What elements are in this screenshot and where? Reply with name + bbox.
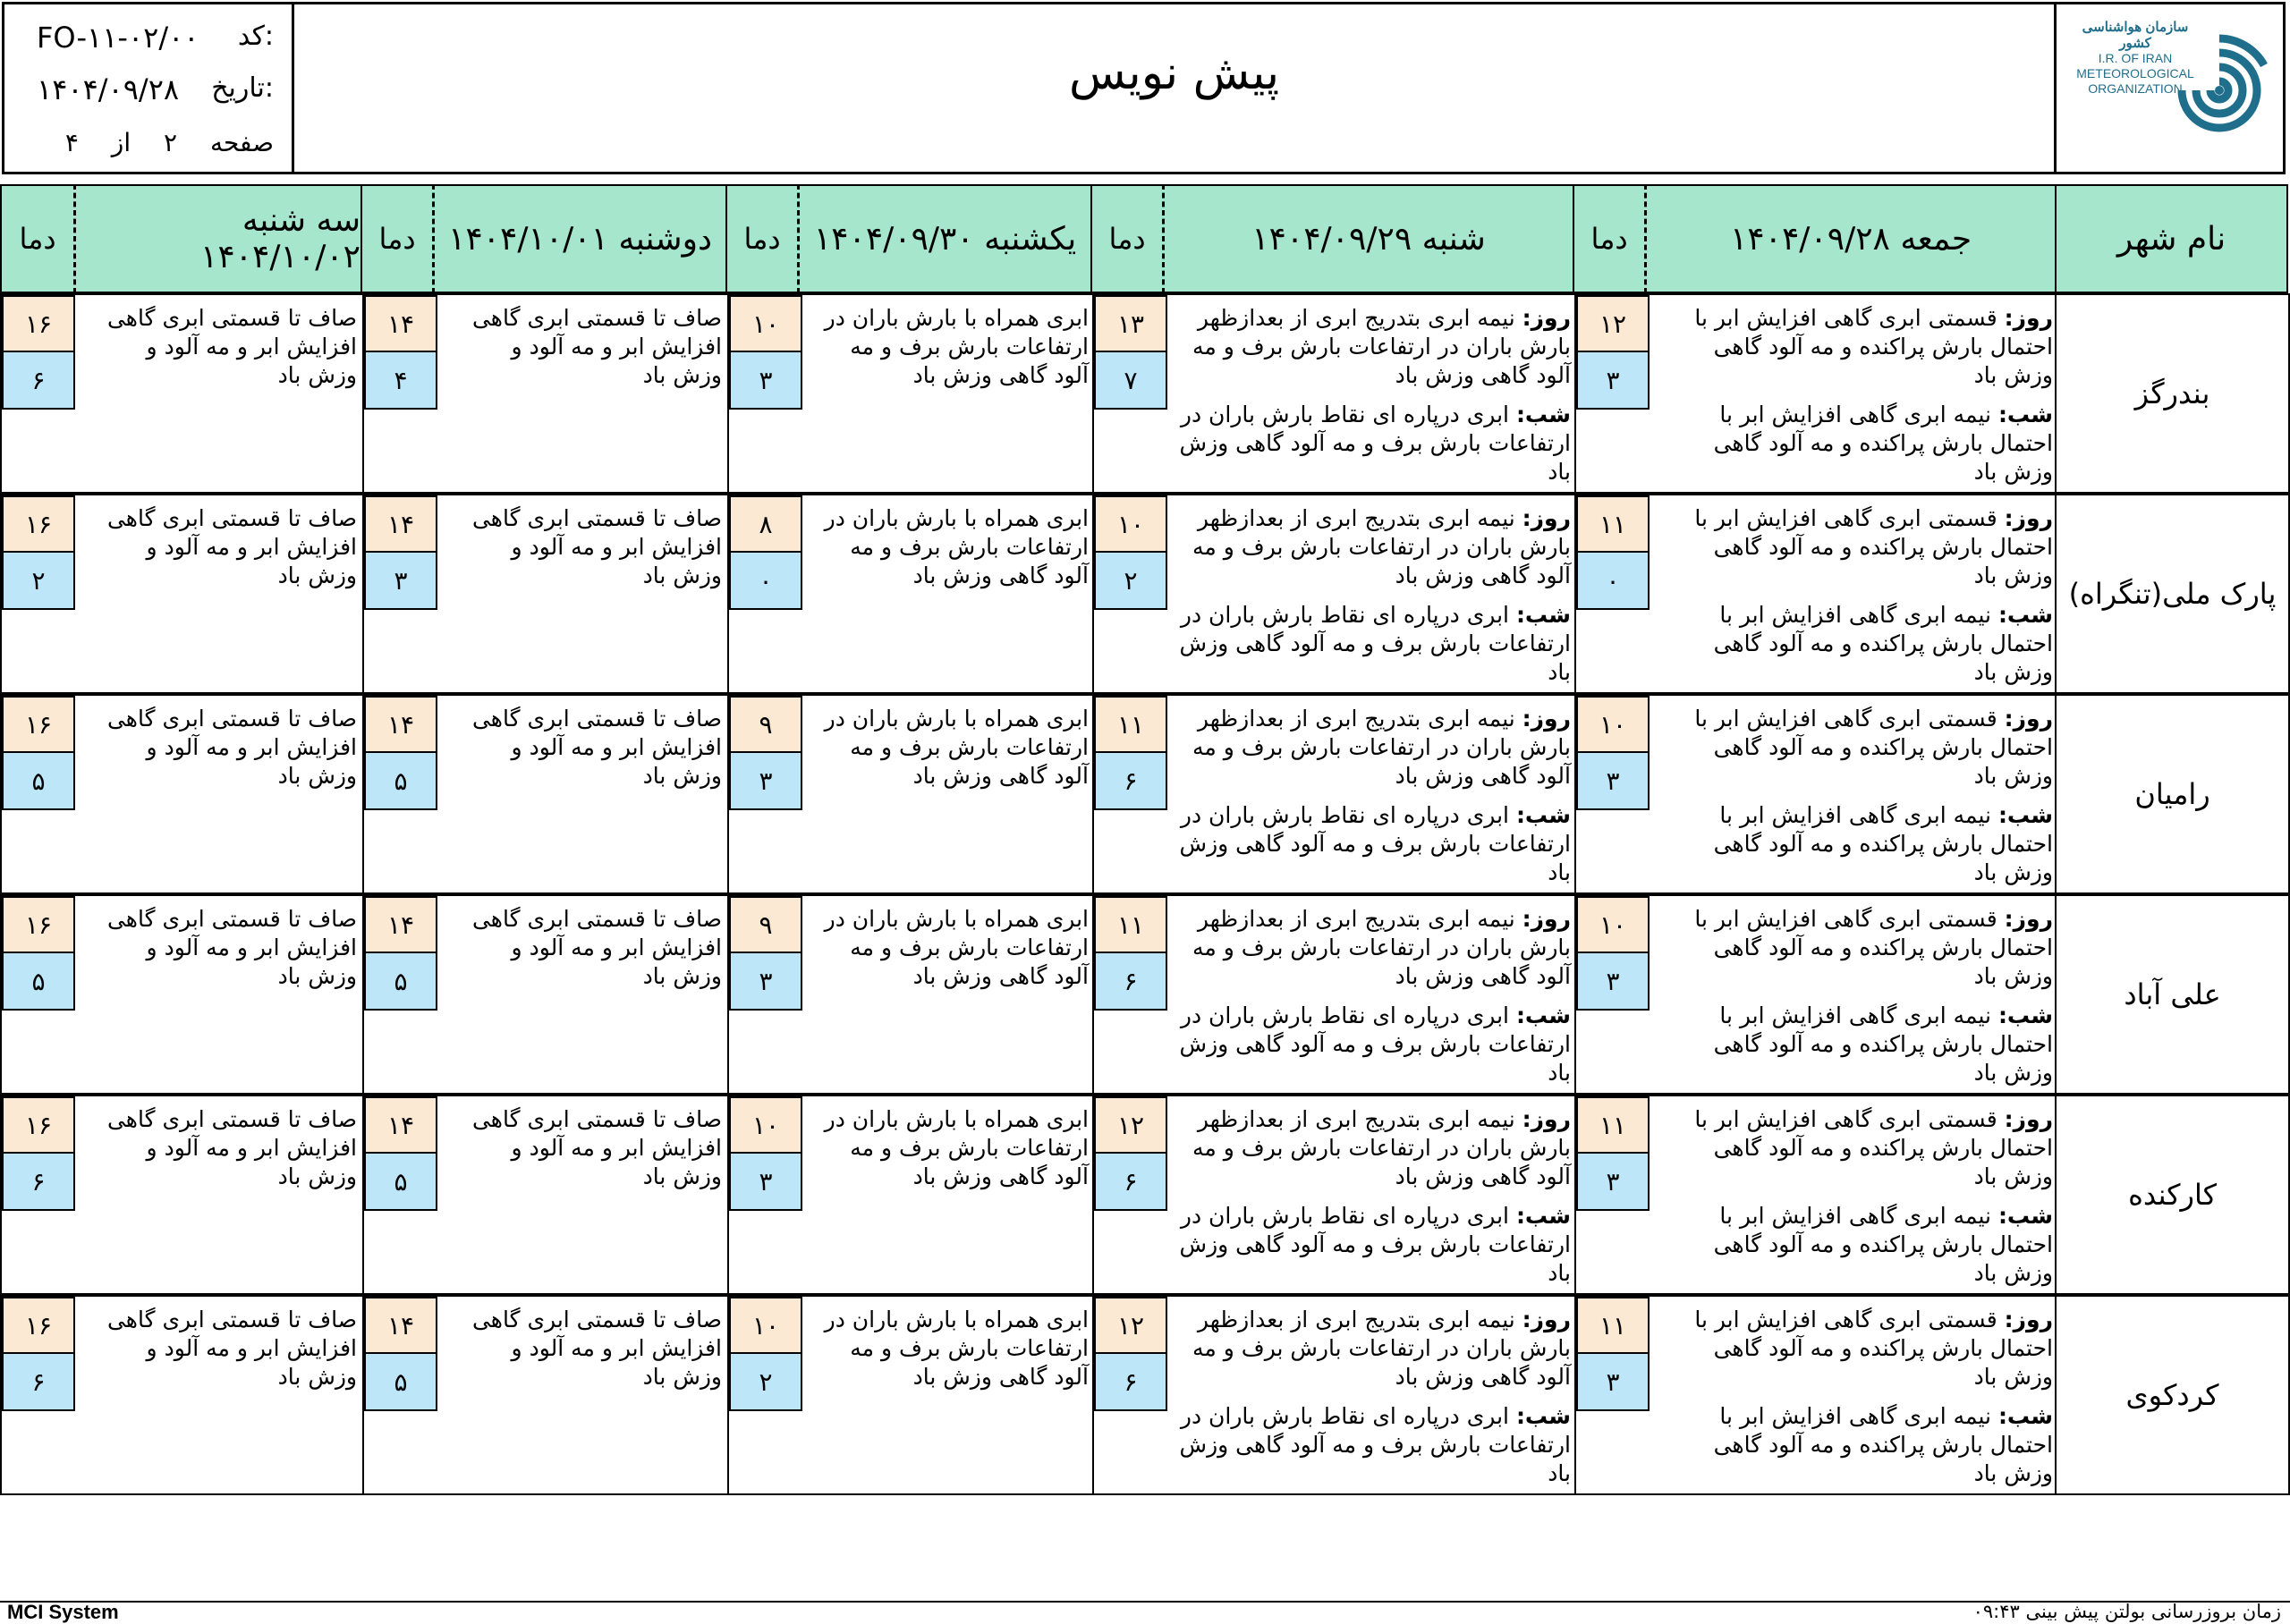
- day-2-forecast: [1172, 1306, 1571, 1488]
- max-temp: ۱۰: [1096, 497, 1166, 553]
- max-temp: ۱۶: [4, 497, 73, 553]
- table-row: [0, 1295, 2290, 1495]
- page-total: ۴: [64, 128, 79, 157]
- day-forecast: [1172, 1306, 1571, 1391]
- min-temp: ۳: [1578, 953, 1648, 1009]
- min-temp: ۳: [1578, 352, 1648, 408]
- min-temp: ۶: [4, 1354, 73, 1409]
- day-3-cell: [727, 295, 1094, 492]
- temp-box: [729, 1297, 802, 1411]
- night-forecast: [1172, 1402, 1571, 1488]
- temp-box: [729, 696, 802, 810]
- day-5-forecast: صاف تا قسمتی ابری گاهی افزایش ابر و مه آلود و وزش باد: [106, 505, 357, 588]
- temp-box: [1576, 295, 1650, 410]
- page-number: ۲: [164, 128, 178, 157]
- night-label: شب:: [1515, 802, 1571, 828]
- day-1-forecast: [1659, 905, 2053, 1087]
- day-1-forecast: [1659, 705, 2053, 887]
- day-2-forecast: [1172, 1105, 1571, 1288]
- min-temp: ۵: [4, 953, 73, 1009]
- day-5-header: سه شنبه ۱۴۰۴/۱۰/۰۲: [74, 184, 362, 293]
- min-temp: ۰: [1578, 553, 1648, 608]
- max-temp: ۱۱: [1096, 698, 1166, 753]
- night-forecast-text: نیمه ابری گاهی افزایش ابر با احتمال بارش پراکنده و مه آلود گاهی وزش باد: [1713, 1002, 2053, 1086]
- max-temp: ۱۶: [4, 698, 73, 753]
- temp-box: [729, 1096, 802, 1211]
- city-name: رامیان: [2055, 696, 2288, 892]
- temp-box: [364, 696, 437, 810]
- max-temp: ۱۲: [1096, 1298, 1166, 1354]
- system-name: MCI System: [7, 1601, 119, 1623]
- night-forecast-text: نیمه ابری گاهی افزایش ابر با احتمال بارش پراکنده و مه آلود گاهی وزش باد: [1713, 402, 2053, 485]
- day-3-header: یکشنبه ۱۴۰۴/۰۹/۳۰: [798, 184, 1092, 293]
- max-temp: ۱۴: [366, 497, 436, 553]
- day-forecast-text: نیمه ابری بتدریج ابری از بعدازظهر بارش باران در ارتفاعات بارش برف و مه آلود گاهی وزش باد: [1192, 1307, 1571, 1390]
- max-temp: ۱۰: [731, 1098, 801, 1154]
- max-temp: ۱۴: [366, 698, 436, 753]
- temp-box: [1576, 1096, 1650, 1211]
- day-2-cell: [1092, 1297, 1576, 1493]
- min-temp: ۲: [731, 1354, 801, 1409]
- min-temp: ۳: [731, 352, 801, 408]
- day-forecast: [1659, 705, 2053, 791]
- date-row: [4, 72, 292, 112]
- day-5-forecast: صاف تا قسمتی ابری گاهی افزایش ابر و مه آلود و وزش باد: [106, 1307, 357, 1390]
- min-temp: ۶: [1096, 953, 1166, 1009]
- night-forecast: [1172, 1202, 1571, 1288]
- min-temp: ۲: [4, 553, 73, 608]
- day-1-forecast: [1659, 504, 2053, 687]
- day-5-forecast: صاف تا قسمتی ابری گاهی افزایش ابر و مه آلود و وزش باد: [106, 1106, 357, 1189]
- night-label: شب:: [1515, 402, 1571, 427]
- spiral-logo-icon: [2166, 19, 2273, 162]
- city-name: بندرگز: [2055, 295, 2288, 492]
- min-temp: ۰: [731, 553, 801, 608]
- temp-box: [1094, 696, 1167, 810]
- day-forecast-text: قسمتی ابری گاهی افزایش ابر با احتمال بارش پراکنده و مه آلود گاهی وزش باد: [1694, 505, 2053, 588]
- day-2-cell: [1092, 495, 1576, 692]
- day-label: روز:: [2004, 1307, 2053, 1332]
- day-3-cell: [727, 696, 1094, 892]
- max-temp: ۱۱: [1578, 1098, 1648, 1154]
- day-forecast: [1659, 304, 2053, 390]
- min-temp: ۳: [731, 953, 801, 1009]
- night-label: شب:: [1997, 802, 2053, 828]
- night-forecast-text: ابری درپاره ای نقاط بارش باران در ارتفاعات بارش برف و مه آلود گاهی وزش باد: [1179, 602, 1571, 685]
- day-1-header: جمعه ۱۴۰۴/۰۹/۲۸: [1645, 184, 2057, 293]
- temp-header-4: دما: [360, 184, 434, 293]
- max-temp: ۱۲: [1578, 297, 1648, 352]
- day-4-cell: [362, 896, 729, 1093]
- day-label: روز:: [2004, 1106, 2053, 1132]
- day-4-forecast: صاف تا قسمتی ابری گاهی افزایش ابر و مه آلود و وزش باد: [471, 1106, 722, 1189]
- day-4-forecast: صاف تا قسمتی ابری گاهی افزایش ابر و مه آلود و وزش باد: [471, 906, 722, 989]
- min-temp: ۲: [1096, 553, 1166, 608]
- day-forecast: [1172, 304, 1571, 390]
- temp-box: [729, 495, 802, 610]
- day-4-cell: [362, 1297, 729, 1493]
- day-label: روز:: [1522, 505, 1571, 531]
- night-label: شب:: [1997, 402, 2053, 427]
- logo-text-en-3: ORGANIZATION: [2088, 81, 2183, 96]
- page-label: صفحه: [209, 128, 274, 157]
- max-temp: ۱۱: [1578, 497, 1648, 553]
- max-temp: ۱۳: [1096, 297, 1166, 352]
- day-forecast-text: نیمه ابری بتدریج ابری از بعدازظهر بارش باران در ارتفاعات بارش برف و مه آلود گاهی وزش باد: [1192, 706, 1571, 789]
- temp-box: [729, 896, 802, 1011]
- table-row: [0, 1095, 2290, 1295]
- day-4-header: دوشنبه ۱۴۰۴/۱۰/۰۱: [433, 184, 727, 293]
- day-3-forecast: ابری همراه با بارش باران در ارتفاعات بارش برف و مه آلود گاهی وزش باد: [824, 305, 1089, 388]
- logo-text-fa: سازمان هواشناسی کشور: [2082, 20, 2189, 51]
- min-temp: ۵: [366, 753, 436, 808]
- max-temp: ۱۴: [366, 1098, 436, 1154]
- day-forecast-text: قسمتی ابری گاهی افزایش ابر با احتمال بارش پراکنده و مه آلود گاهی وزش باد: [1694, 906, 2053, 989]
- day-3-forecast: ابری همراه با بارش باران در ارتفاعات بارش برف و مه آلود گاهی وزش باد: [824, 505, 1089, 588]
- min-temp: ۳: [731, 1154, 801, 1209]
- max-temp: ۸: [731, 497, 801, 553]
- table-row: [0, 894, 2290, 1095]
- max-temp: ۱۴: [366, 1298, 436, 1354]
- day-5-cell: [2, 896, 364, 1093]
- max-temp: ۱۰: [1578, 698, 1648, 753]
- organization-logo: [2054, 4, 2283, 172]
- temp-box: [2, 1297, 75, 1411]
- min-temp: ۶: [4, 352, 73, 408]
- city-column-header: نام شهر: [2055, 184, 2288, 293]
- night-forecast: [1172, 401, 1571, 486]
- night-forecast: [1659, 1402, 2053, 1488]
- min-temp: ۵: [4, 753, 73, 808]
- day-1-cell: [1574, 1096, 2058, 1293]
- day-label: روز:: [1522, 706, 1571, 732]
- day-3-cell: [727, 1096, 1094, 1293]
- night-label: شب:: [1997, 1203, 2053, 1229]
- day-5-forecast: صاف تا قسمتی ابری گاهی افزایش ابر و مه آلود و وزش باد: [106, 906, 357, 989]
- day-5-forecast: صاف تا قسمتی ابری گاهی افزایش ابر و مه آلود و وزش باد: [106, 305, 357, 388]
- day-3-cell: [727, 896, 1094, 1093]
- code-row: [4, 21, 292, 60]
- document-header: [2, 2, 2286, 174]
- day-forecast: [1659, 1306, 2053, 1391]
- day-3-forecast: ابری همراه با بارش باران در ارتفاعات بارش برف و مه آلود گاهی وزش باد: [824, 1307, 1089, 1390]
- date-value: ۱۴۰۴/۰۹/۲۸: [37, 72, 180, 106]
- temp-box: [364, 1297, 437, 1411]
- temp-box: [1576, 696, 1650, 810]
- day-3-forecast: ابری همراه با بارش باران در ارتفاعات بارش برف و مه آلود گاهی وزش باد: [824, 906, 1089, 989]
- night-forecast: [1172, 801, 1571, 887]
- min-temp: ۶: [4, 1154, 73, 1209]
- temp-box: [1094, 896, 1167, 1011]
- day-forecast-text: نیمه ابری بتدریج ابری از بعدازظهر بارش باران در ارتفاعات بارش برف و مه آلود گاهی وزش باد: [1192, 505, 1571, 588]
- day-forecast: [1172, 905, 1571, 991]
- update-info: [1973, 1601, 2281, 1622]
- day-label: روز:: [1522, 1307, 1571, 1332]
- min-temp: ۶: [1096, 753, 1166, 808]
- code-label: کد:: [237, 21, 274, 52]
- min-temp: ۵: [366, 1154, 436, 1209]
- day-2-forecast: [1172, 504, 1571, 687]
- day-1-forecast: [1659, 1105, 2053, 1288]
- night-label: شب:: [1515, 1002, 1571, 1028]
- temp-header-2: دما: [1090, 184, 1164, 293]
- day-2-forecast: [1172, 705, 1571, 887]
- day-5-forecast: صاف تا قسمتی ابری گاهی افزایش ابر و مه آلود و وزش باد: [106, 706, 357, 789]
- temp-box: [364, 295, 437, 410]
- day-label: روز:: [1522, 1106, 1571, 1132]
- night-forecast-text: ابری درپاره ای نقاط بارش باران در ارتفاعات بارش برف و مه آلود گاهی وزش باد: [1179, 1403, 1571, 1486]
- min-temp: ۵: [366, 953, 436, 1009]
- city-name: کارکنده: [2055, 1096, 2288, 1293]
- day-5-cell: [2, 495, 364, 692]
- max-temp: ۹: [731, 898, 801, 953]
- min-temp: ۴: [366, 352, 436, 408]
- max-temp: ۱۴: [366, 898, 436, 953]
- night-forecast-text: نیمه ابری گاهی افزایش ابر با احتمال بارش پراکنده و مه آلود گاهی وزش باد: [1713, 1403, 2053, 1486]
- day-1-forecast: [1659, 1306, 2053, 1488]
- temp-box: [364, 896, 437, 1011]
- day-1-cell: [1574, 1297, 2058, 1493]
- day-forecast: [1172, 504, 1571, 590]
- night-label: شب:: [1997, 1002, 2053, 1028]
- day-3-forecast: ابری همراه با بارش باران در ارتفاعات بارش برف و مه آلود گاهی وزش باد: [824, 706, 1089, 789]
- night-forecast: [1172, 1002, 1571, 1087]
- page-of: از: [111, 128, 131, 157]
- day-3-cell: [727, 1297, 1094, 1493]
- temp-box: [2, 495, 75, 610]
- day-forecast-text: قسمتی ابری گاهی افزایش ابر با احتمال بارش پراکنده و مه آلود گاهی وزش باد: [1694, 305, 2053, 388]
- day-forecast: [1659, 1105, 2053, 1191]
- temp-box: [2, 896, 75, 1011]
- max-temp: ۱۶: [4, 1098, 73, 1154]
- min-temp: ۳: [366, 553, 436, 608]
- min-temp: ۷: [1096, 352, 1166, 408]
- min-temp: ۳: [1578, 753, 1648, 808]
- day-1-cell: [1574, 696, 2058, 892]
- night-forecast: [1659, 1202, 2053, 1288]
- night-forecast: [1659, 401, 2053, 486]
- day-forecast-text: قسمتی ابری گاهی افزایش ابر با احتمال بارش پراکنده و مه آلود گاهی وزش باد: [1694, 1106, 2053, 1189]
- day-forecast-text: قسمتی ابری گاهی افزایش ابر با احتمال بارش پراکنده و مه آلود گاهی وزش باد: [1694, 1307, 2053, 1390]
- temp-box: [2, 295, 75, 410]
- night-forecast: [1659, 1002, 2053, 1087]
- temp-box: [1576, 495, 1650, 610]
- night-label: شب:: [1515, 602, 1571, 628]
- night-forecast: [1659, 801, 2053, 887]
- day-1-cell: [1574, 495, 2058, 692]
- day-2-cell: [1092, 1096, 1576, 1293]
- day-forecast-text: نیمه ابری بتدریج ابری از بعدازظهر بارش باران در ارتفاعات بارش برف و مه آلود گاهی وزش باد: [1192, 305, 1571, 388]
- city-name: علی آباد: [2055, 896, 2288, 1093]
- day-4-forecast: صاف تا قسمتی ابری گاهی افزایش ابر و مه آلود و وزش باد: [471, 305, 722, 388]
- night-forecast-text: ابری درپاره ای نقاط بارش باران در ارتفاعات بارش برف و مه آلود گاهی وزش باد: [1179, 1002, 1571, 1086]
- day-forecast-text: نیمه ابری بتدریج ابری از بعدازظهر بارش باران در ارتفاعات بارش برف و مه آلود گاهی وزش باد: [1192, 1106, 1571, 1189]
- night-forecast-text: نیمه ابری گاهی افزایش ابر با احتمال بارش پراکنده و مه آلود گاهی وزش باد: [1713, 802, 2053, 885]
- day-2-forecast: [1172, 905, 1571, 1087]
- day-2-cell: [1092, 896, 1576, 1093]
- min-temp: ۳: [1578, 1354, 1648, 1409]
- day-3-forecast: ابری همراه با بارش باران در ارتفاعات بارش برف و مه آلود گاهی وزش باد: [824, 1106, 1089, 1189]
- page-title: پیش نویس: [1068, 46, 1280, 100]
- night-forecast-text: ابری درپاره ای نقاط بارش باران در ارتفاعات بارش برف و مه آلود گاهی وزش باد: [1179, 802, 1571, 885]
- max-temp: ۱۶: [4, 297, 73, 352]
- max-temp: ۱۶: [4, 898, 73, 953]
- min-temp: ۵: [366, 1354, 436, 1409]
- day-forecast: [1172, 705, 1571, 791]
- day-label: روز:: [2004, 305, 2053, 331]
- max-temp: ۱۶: [4, 1298, 73, 1354]
- day-5-cell: [2, 295, 364, 492]
- max-temp: ۱۱: [1578, 1298, 1648, 1354]
- day-5-cell: [2, 1096, 364, 1293]
- day-4-cell: [362, 495, 729, 692]
- max-temp: ۱۱: [1096, 898, 1166, 953]
- max-temp: ۱۲: [1096, 1098, 1166, 1154]
- day-1-cell: [1574, 295, 2058, 492]
- temp-box: [364, 495, 437, 610]
- update-time: ۰۹:۴۳: [1972, 1601, 2020, 1622]
- day-label: روز:: [1522, 906, 1571, 932]
- night-label: شب:: [1515, 1403, 1571, 1429]
- min-temp: ۳: [1578, 1154, 1648, 1209]
- max-temp: ۱۴: [366, 297, 436, 352]
- temp-box: [1094, 1297, 1167, 1411]
- day-forecast: [1172, 1105, 1571, 1191]
- temp-box: [2, 696, 75, 810]
- day-2-cell: [1092, 696, 1576, 892]
- day-4-cell: [362, 696, 729, 892]
- day-1-cell: [1574, 896, 2058, 1093]
- day-4-forecast: صاف تا قسمتی ابری گاهی افزایش ابر و مه آلود و وزش باد: [471, 706, 722, 789]
- day-3-cell: [727, 495, 1094, 692]
- day-4-forecast: صاف تا قسمتی ابری گاهی افزایش ابر و مه آلود و وزش باد: [471, 1307, 722, 1390]
- night-forecast-text: ابری درپاره ای نقاط بارش باران در ارتفاعات بارش برف و مه آلود گاهی وزش باد: [1179, 402, 1571, 485]
- night-forecast: [1172, 601, 1571, 687]
- day-4-forecast: صاف تا قسمتی ابری گاهی افزایش ابر و مه آلود و وزش باد: [471, 505, 722, 588]
- day-1-forecast: [1659, 304, 2053, 486]
- logo-text-en-1: I.R. OF IRAN: [2098, 51, 2173, 65]
- min-temp: ۳: [731, 753, 801, 808]
- day-2-forecast: [1172, 304, 1571, 486]
- day-forecast-text: قسمتی ابری گاهی افزایش ابر با احتمال بارش پراکنده و مه آلود گاهی وزش باد: [1694, 706, 2053, 789]
- code-value: FO-۱۱-۰۲/۰۰: [37, 21, 199, 55]
- temp-box: [1094, 1096, 1167, 1211]
- day-2-header: شنبه ۱۴۰۴/۰۹/۲۹: [1163, 184, 1574, 293]
- night-label: شب:: [1997, 1403, 2053, 1429]
- forecast-table: [0, 184, 2290, 1495]
- date-label: تاریخ:: [211, 72, 274, 104]
- day-label: روز:: [1522, 305, 1571, 331]
- table-row: [0, 694, 2290, 894]
- night-forecast-text: نیمه ابری گاهی افزایش ابر با احتمال بارش پراکنده و مه آلود گاهی وزش باد: [1713, 602, 2053, 685]
- day-forecast: [1659, 905, 2053, 991]
- day-4-cell: [362, 295, 729, 492]
- temp-box: [1576, 1297, 1650, 1411]
- max-temp: ۱۰: [731, 1298, 801, 1354]
- min-temp: ۶: [1096, 1354, 1166, 1409]
- temp-box: [729, 295, 802, 410]
- day-5-cell: [2, 696, 364, 892]
- temp-box: [2, 1096, 75, 1211]
- night-forecast-text: نیمه ابری گاهی افزایش ابر با احتمال بارش پراکنده و مه آلود گاهی وزش باد: [1713, 1203, 2053, 1286]
- city-name: پارک ملی(تنگراه): [2055, 495, 2288, 692]
- temp-header-1: دما: [1573, 184, 1646, 293]
- day-label: روز:: [2004, 505, 2053, 531]
- max-temp: ۹: [731, 698, 801, 753]
- max-temp: ۱۰: [731, 297, 801, 352]
- night-label: شب:: [1997, 602, 2053, 628]
- table-row: [0, 293, 2290, 494]
- temp-box: [1094, 495, 1167, 610]
- night-forecast: [1659, 601, 2053, 687]
- form-info-box: [4, 4, 294, 172]
- table-row: [0, 494, 2290, 694]
- temp-box: [1094, 295, 1167, 410]
- min-temp: ۶: [1096, 1154, 1166, 1209]
- day-5-cell: [2, 1297, 364, 1493]
- night-forecast-text: ابری درپاره ای نقاط بارش باران در ارتفاعات بارش برف و مه آلود گاهی وزش باد: [1179, 1203, 1571, 1286]
- temp-box: [1576, 896, 1650, 1011]
- page-footer: [0, 1601, 2290, 1623]
- day-forecast-text: نیمه ابری بتدریج ابری از بعدازظهر بارش باران در ارتفاعات بارش برف و مه آلود گاهی وزش باد: [1192, 906, 1571, 989]
- logo-text-en-2: METEOROLOGICAL: [2076, 66, 2194, 80]
- temp-box: [364, 1096, 437, 1211]
- day-4-cell: [362, 1096, 729, 1293]
- day-label: روز:: [2004, 906, 2053, 932]
- city-name: کردکوی: [2055, 1297, 2288, 1493]
- page-indicator: [40, 128, 274, 157]
- max-temp: ۱۰: [1578, 898, 1648, 953]
- update-label: زمان بروزرسانی بولتن پیش بینی: [2025, 1601, 2281, 1622]
- day-forecast: [1659, 504, 2053, 590]
- day-label: روز:: [2004, 706, 2053, 732]
- day-2-cell: [1092, 295, 1576, 492]
- temp-header-3: دما: [725, 184, 799, 293]
- night-label: شب:: [1515, 1203, 1571, 1229]
- temp-header-5: دما: [0, 184, 75, 293]
